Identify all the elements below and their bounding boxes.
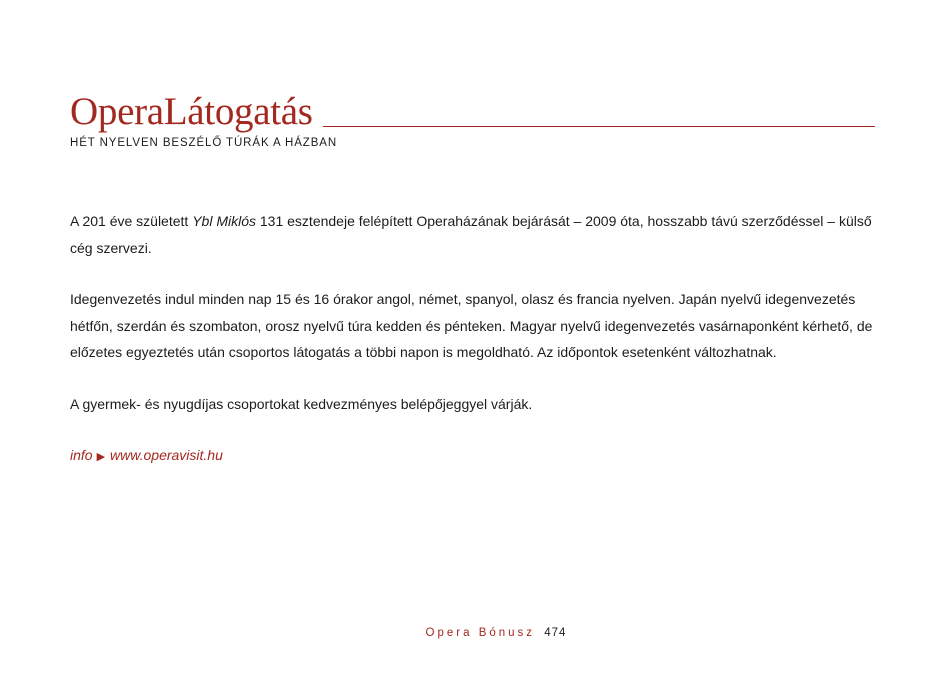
info-line [70, 442, 878, 471]
play-arrow-icon: ▶ [96, 451, 106, 463]
page-title: OperaLátogatás [70, 90, 313, 133]
page-footer [0, 627, 944, 639]
paragraph-history-before: A 201 éve született [70, 213, 193, 229]
article-body [70, 208, 878, 471]
page-number: 474 [544, 627, 567, 639]
paragraph-discounts: A gyermek- és nyugdíjas csoportokat kedvezményes belépőjeggyel várják. [70, 395, 533, 412]
info-url-link[interactable]: www.operavisit.hu [110, 447, 223, 463]
paragraph-history [70, 208, 878, 261]
info-label: info [70, 447, 93, 463]
paragraph-tours: Idegenvezetés indul minden nap 15 és 16 órakor angol, német, spanyol, olasz és francia nyelven. Japán nyelvű idegenvezetés hétfőn, szerdán és szombaton, orosz nyelvű túra kedden és pénteken. Magyar nyelvű idegenvezetés vasárnaponként kérhető, de előzetes egyeztetés után csoportos látogatás a többi napon is megoldható. Az időpontok esetenként változhatnak. [70, 291, 873, 360]
paragraph-history-after: 131 esztendeje felépített Operaházának bejárását – 2009 óta, hosszabb távú szerződéssel – külső cég szervezi. [70, 213, 872, 256]
architect-name: Ybl Miklós [192, 213, 256, 229]
footer-book-title: Opera Bónusz [425, 627, 536, 639]
page-subtitle: HÉT NYELVEN BESZÉLŐ TÚRÁK A HÁZBAN [70, 137, 338, 149]
title-rule [323, 126, 875, 127]
page-header [70, 90, 875, 149]
title-row [70, 90, 875, 134]
